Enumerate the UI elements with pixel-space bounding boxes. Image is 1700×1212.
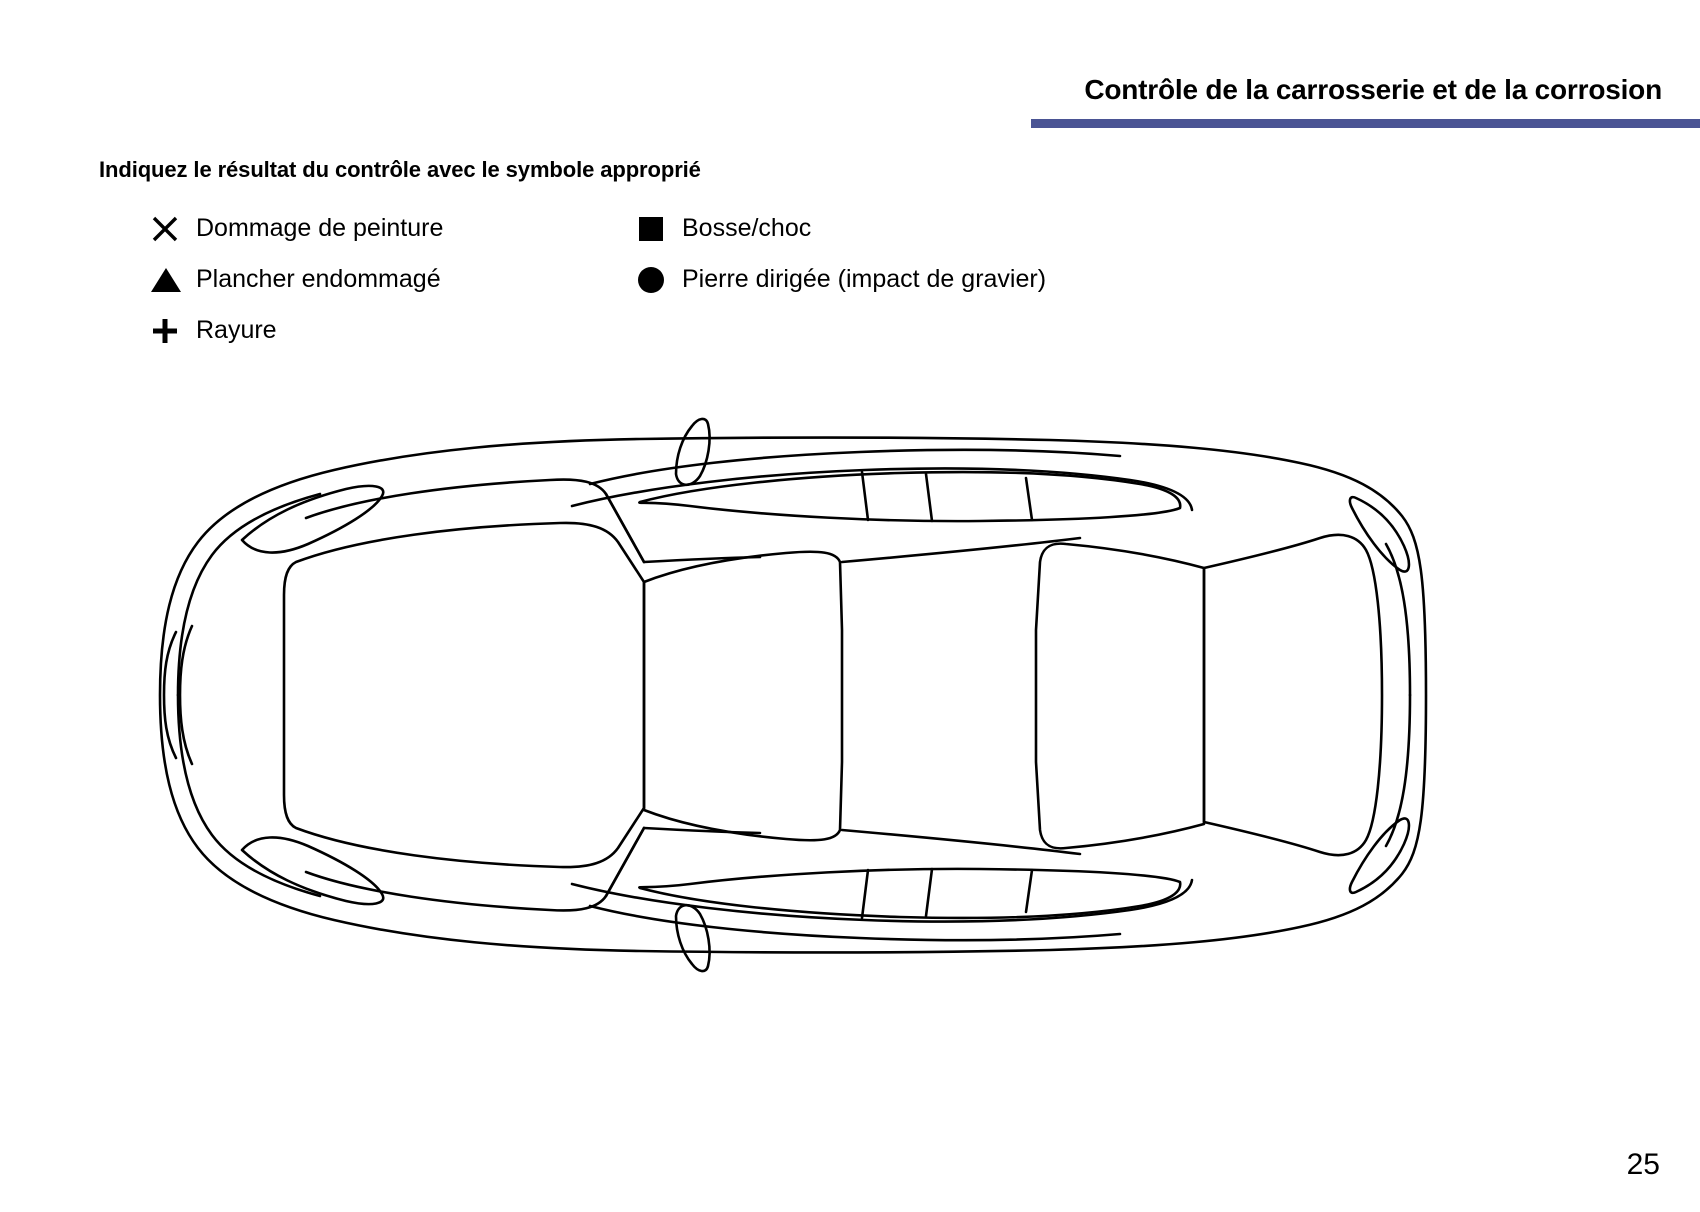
legend-column-left bbox=[150, 203, 620, 356]
legend-column-right bbox=[620, 203, 1320, 305]
legend-item-stone-chip bbox=[620, 254, 1320, 305]
legend-label: Dommage de peinture bbox=[196, 214, 444, 242]
legend-label: Rayure bbox=[196, 316, 277, 344]
legend-label: Plancher endommagé bbox=[196, 265, 441, 293]
page-number: 25 bbox=[1626, 1148, 1660, 1181]
x-mark-icon bbox=[150, 214, 196, 244]
square-icon bbox=[620, 216, 682, 242]
page-header bbox=[0, 74, 1700, 134]
plus-icon bbox=[150, 316, 196, 346]
car-top-view-diagram bbox=[120, 390, 1460, 1000]
header-divider bbox=[1031, 119, 1700, 128]
legend-item-floor-damage bbox=[150, 254, 620, 305]
triangle-icon bbox=[150, 266, 196, 294]
legend-item-dent bbox=[620, 203, 1320, 254]
instruction-text: Indiquez le résultat du contrôle avec le symbole approprié bbox=[99, 157, 701, 182]
circle-icon bbox=[620, 265, 682, 295]
page-title: Contrôle de la carrosserie et de la corrosion bbox=[1084, 74, 1662, 105]
legend-item-scratch bbox=[150, 305, 620, 356]
legend-label: Pierre dirigée (impact de gravier) bbox=[682, 265, 1047, 293]
legend-label: Bosse/choc bbox=[682, 214, 812, 242]
legend-item-paint-damage bbox=[150, 203, 620, 254]
